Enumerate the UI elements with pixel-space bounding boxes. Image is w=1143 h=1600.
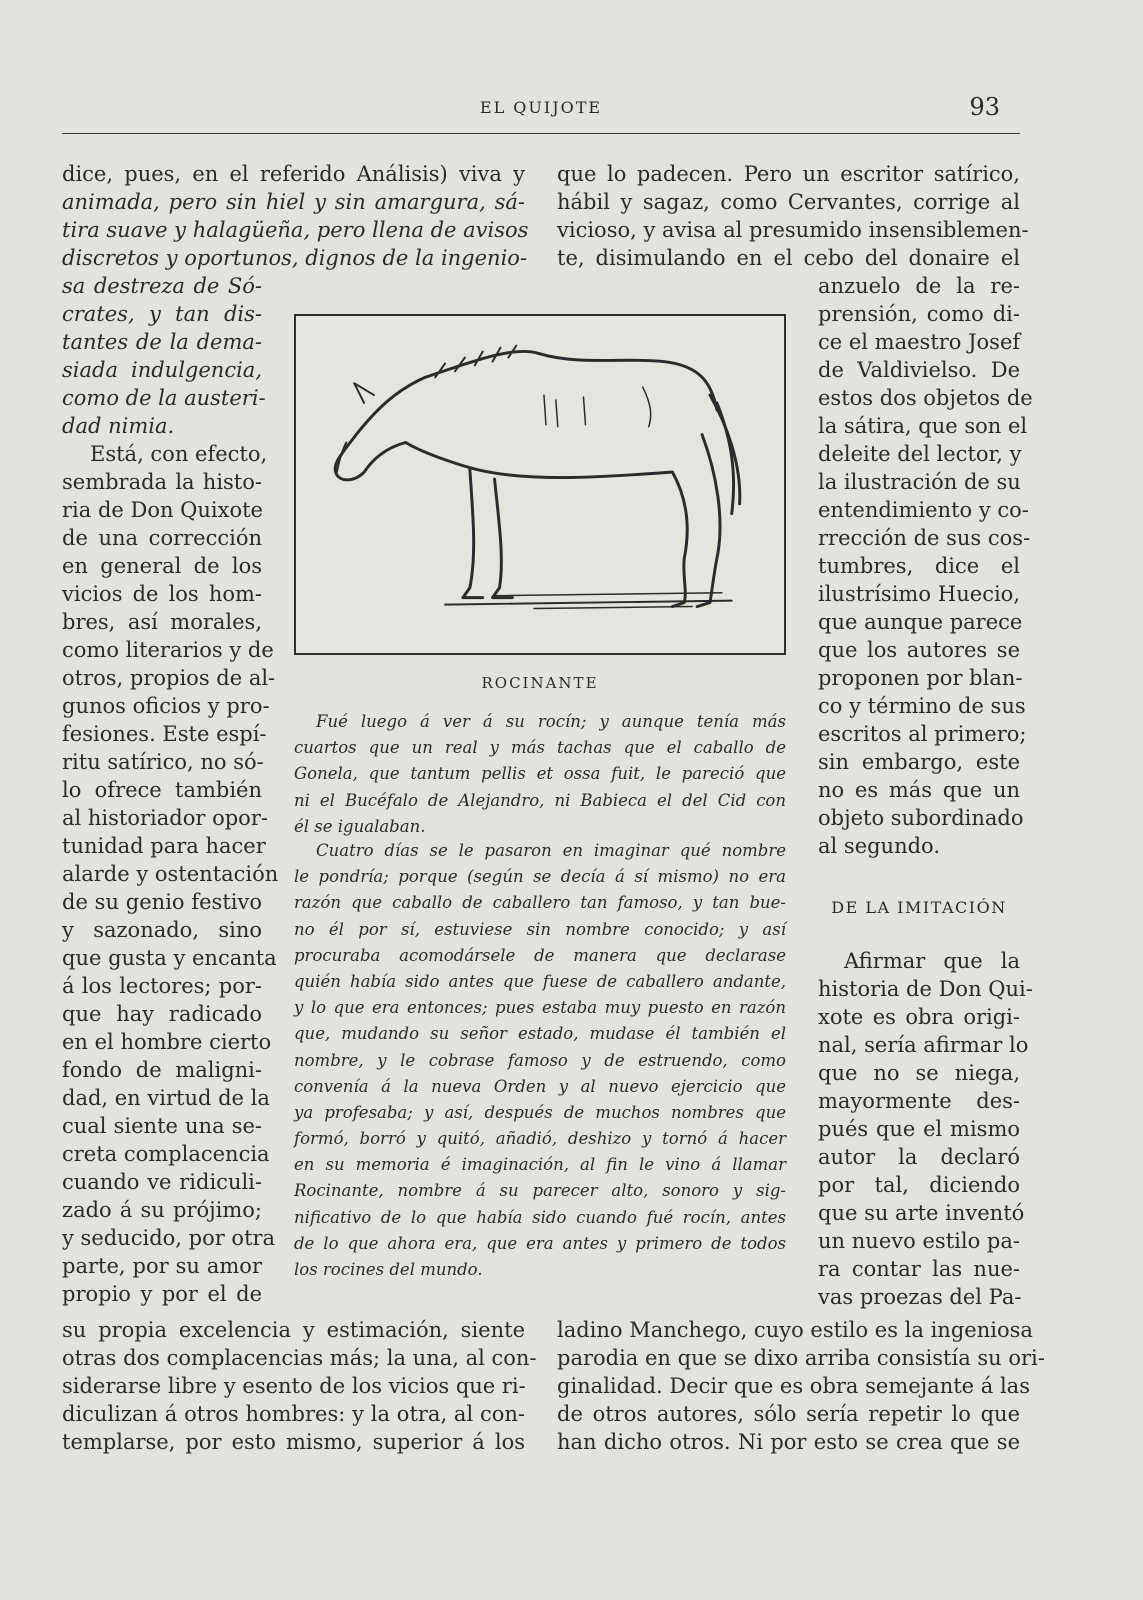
text-line: siada indulgencia, xyxy=(62,358,262,382)
section-heading: DE LA IMITACIÓN xyxy=(831,898,1007,917)
left-column-bottom-text xyxy=(62,1316,537,1456)
text-line: nal, sería afirmar lo xyxy=(818,1033,1029,1057)
text-line: ria de Don Quixote xyxy=(62,498,263,522)
text-line: un nuevo estilo pa- xyxy=(818,1229,1020,1253)
left-column-top-text xyxy=(62,160,529,272)
quote-line: los rocines del mundo. xyxy=(294,1260,483,1279)
text-line: la sátira, que son el xyxy=(818,414,1028,438)
horse-illustration-icon xyxy=(296,316,784,653)
text-line: te, disimulando en el cebo del donaire el xyxy=(557,246,1020,270)
text-line: bres, así morales, xyxy=(62,610,262,634)
text-line: lo ofrece también xyxy=(62,778,262,802)
quote-line: de lo que ahora era, que era antes y primero de todos xyxy=(294,1233,786,1253)
text-line: pués que el mismo xyxy=(818,1117,1020,1141)
text-line: cual siente una se- xyxy=(62,1114,262,1138)
page-number: 93 xyxy=(969,93,1000,121)
quote-line: cuartos que un real y más tachas que el caballo de xyxy=(294,738,786,758)
text-line: parodia en que se dixo arriba consistía su ori- xyxy=(557,1346,1045,1370)
quote-line: razón que caballo de caballero tan famoso, y tan bue- xyxy=(294,893,786,913)
quote-line: Rocinante, nombre á su parecer alto, sonoro y sig- xyxy=(294,1181,786,1201)
figure-caption: ROCINANTE xyxy=(481,674,599,692)
text-line: ra contar las nue- xyxy=(818,1257,1020,1281)
text-line: tunidad para hacer xyxy=(62,834,266,858)
text-line: gunos oficios y pro- xyxy=(62,694,270,718)
text-line: ginalidad. Decir que es obra semejante á las xyxy=(557,1374,1030,1398)
text-line: deleite del lector, y xyxy=(818,442,1022,466)
quote-line: quién había sido antes que fuese de caballero andante, xyxy=(294,971,786,991)
text-line: sin embargo, este xyxy=(818,750,1020,774)
quote-line: procuraba acomodársele de manera que declarase xyxy=(294,945,786,965)
text-line: que gusta y encanta xyxy=(62,946,277,970)
text-line: que hay radicado xyxy=(62,1002,262,1026)
quote-line: él se igualaban. xyxy=(294,816,426,836)
text-line: templarse, por esto mismo, superior á los xyxy=(62,1430,525,1454)
text-line: vicioso, y avisa al presumido insensiblemen- xyxy=(557,218,1029,242)
text-line: prensión, como di- xyxy=(818,302,1020,326)
text-line: en el hombre cierto xyxy=(62,1030,272,1054)
quote-line: que, mudando su señor estado, mudase él también el xyxy=(294,1024,786,1044)
quote-line: nificativo de lo que había sido cuando fué rocín, antes xyxy=(294,1207,786,1227)
quote-line: y lo que era entonces; pues estaba muy puesto en razón xyxy=(294,998,786,1018)
text-line: ilustrísimo Huecio, xyxy=(818,582,1020,606)
text-line: de Valdivielso. De xyxy=(818,358,1020,382)
text-line: estos dos objetos de xyxy=(818,386,1033,410)
text-line: sa destreza de Só- xyxy=(62,274,262,298)
quote-line: ya profesaba; y así, después de muchos nombres que xyxy=(294,1102,786,1122)
page-header xyxy=(62,93,1020,134)
text-line: objeto subordinado xyxy=(818,806,1024,830)
quote-line: Fué luego á ver á su rocín; y aunque tenía más xyxy=(316,712,786,731)
text-line: escritos al primero; xyxy=(818,722,1027,746)
text-line: Afirmar que la xyxy=(844,949,1020,973)
right-column-bottom-text xyxy=(557,1316,1045,1456)
quote-line: formó, borró y quitó, añadió, deshizo y tornó á hacer xyxy=(294,1129,786,1149)
running-title: EL QUIJOTE xyxy=(479,98,603,117)
text-line: animada, pero sin hiel y sin amargura, sá- xyxy=(62,190,525,214)
text-line: creta complacencia xyxy=(62,1142,270,1166)
text-line: rrección de sus cos- xyxy=(818,526,1031,550)
text-line: como de la austeri- xyxy=(62,386,266,410)
quote-line: convenía á la nueva Orden y al nuevo ejercicio que xyxy=(294,1076,786,1096)
text-line: de su genio festivo xyxy=(62,890,262,914)
text-line: dad, en virtud de la xyxy=(62,1086,270,1110)
text-line: xote es obra origi- xyxy=(818,1005,1020,1029)
text-line: crates, y tan dis- xyxy=(62,302,262,326)
text-line: Está, con efecto, xyxy=(90,442,268,466)
text-line: que no se niega, xyxy=(818,1061,1020,1085)
text-line: que lo padecen. Pero un escritor satírico, xyxy=(557,162,1020,186)
text-line: por tal, diciendo xyxy=(818,1173,1020,1197)
text-line: vas proezas del Pa- xyxy=(818,1285,1022,1309)
text-line: tira suave y halagüeña, pero llena de avisos xyxy=(62,218,529,242)
text-line: ce el maestro Josef xyxy=(818,330,1021,354)
text-line: y seducido, por otra xyxy=(62,1226,276,1250)
text-line: historia de Don Qui- xyxy=(818,977,1033,1001)
text-line: y sazonado, sino xyxy=(62,918,262,942)
text-line: anzuelo de la re- xyxy=(818,274,1020,298)
text-line: que su arte inventó xyxy=(818,1201,1025,1225)
quote-line: no él por sí, estuviese sin nombre conocido; y así xyxy=(294,919,786,939)
text-line: entendimiento y co- xyxy=(818,498,1029,522)
text-line: otras dos complacencias más; la una, al con- xyxy=(62,1346,537,1370)
text-line: dad nimia. xyxy=(62,414,175,438)
text-line: hábil y sagaz, como Cervantes, corrige al xyxy=(557,190,1020,214)
text-line: de una corrección xyxy=(62,526,262,550)
text-line: parte, por su amor xyxy=(62,1254,262,1278)
text-line: autor la declaró xyxy=(818,1145,1020,1169)
text-line: zado á su prójimo; xyxy=(62,1198,262,1222)
text-line: otros, propios de al- xyxy=(62,666,276,690)
text-line: propio y por el de xyxy=(62,1282,262,1306)
text-line: que aunque parece xyxy=(818,610,1023,634)
text-line: han dicho otros. Ni por esto se crea que se xyxy=(557,1430,1020,1454)
quote-line: Gonela, que tantum pellis et ossa fuit, le pareció que xyxy=(294,764,786,784)
text-line: dice, pues, en el referido Análisis) viva y xyxy=(62,162,525,186)
left-column-narrow-text xyxy=(62,272,279,1308)
quote-line: ni el Bucéfalo de Alejandro, ni Babieca el del Cid con xyxy=(294,790,786,810)
quote-line: le pondría; porque (según se decía á sí mismo) no era xyxy=(294,867,786,887)
text-line: cuando ve ridiculi- xyxy=(62,1170,262,1194)
text-line: tumbres, dice el xyxy=(818,554,1020,578)
quote-line: Cuatro días se le pasaron en imaginar qué nombre xyxy=(316,841,786,860)
text-line: no es más que un xyxy=(818,778,1020,802)
right-column-narrow-text xyxy=(818,272,1033,860)
horse-illustration-frame xyxy=(294,314,786,655)
text-line: siderarse libre y esento de los vicios que ri- xyxy=(62,1374,526,1398)
text-line: la ilustración de su xyxy=(818,470,1021,494)
text-line: de otros autores, sólo sería repetir lo que xyxy=(557,1402,1020,1426)
right-column-section-text xyxy=(818,947,1033,1311)
text-line: al segundo. xyxy=(818,834,941,858)
text-line: proponen por blan- xyxy=(818,666,1023,690)
text-line: discretos y oportunos, dignos de la ingenio- xyxy=(62,246,528,270)
text-line: su propia excelencia y estimación, siente xyxy=(62,1318,525,1342)
text-line: á los lectores; por- xyxy=(62,974,262,998)
text-line: sembrada la histo- xyxy=(62,470,262,494)
text-line: ritu satírico, no só- xyxy=(62,750,264,774)
text-line: co y término de sus xyxy=(818,694,1026,718)
text-line: como literarios y de xyxy=(62,638,274,662)
text-line: mayormente des- xyxy=(818,1089,1020,1113)
figure-quote-2 xyxy=(294,838,786,1283)
figure-quote-1 xyxy=(294,709,786,840)
text-line: al historiador opor- xyxy=(62,806,268,830)
text-line: diculizan á otros hombres: y la otra, al con- xyxy=(62,1402,525,1426)
text-line: fondo de maligni- xyxy=(62,1058,262,1082)
text-line: ladino Manchego, cuyo estilo es la ingeniosa xyxy=(557,1318,1033,1342)
quote-line: en su memoria é imaginación, al fin le vino á llamar xyxy=(294,1155,786,1175)
text-line: alarde y ostentación xyxy=(62,862,279,886)
text-line: vicios de los hom- xyxy=(62,582,262,606)
quote-line: nombre, y le cobrase famoso y de estruendo, como xyxy=(294,1050,786,1070)
right-column-top-text xyxy=(557,160,1029,272)
text-line: fesiones. Este espí- xyxy=(62,722,267,746)
text-line: que los autores se xyxy=(818,638,1020,662)
text-line: tantes de la dema- xyxy=(62,330,262,354)
text-line: en general de los xyxy=(62,554,262,578)
